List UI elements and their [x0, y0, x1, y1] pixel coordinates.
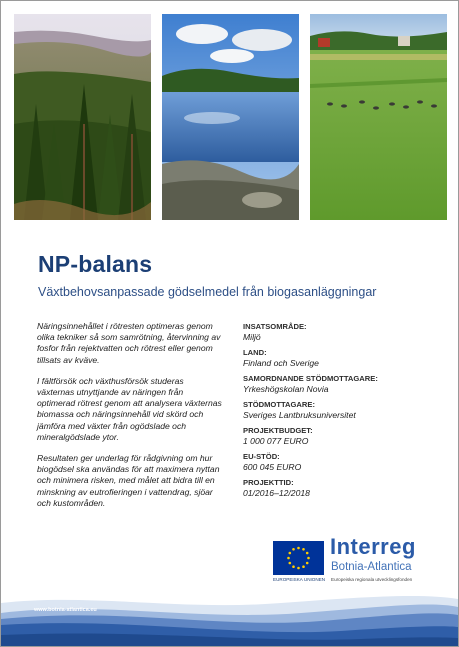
info-value: 01/2016–12/2018: [243, 488, 310, 498]
info-item-lead-partner: [243, 373, 443, 395]
field-photo: [310, 14, 447, 220]
info-label: EU-STÖD:: [243, 452, 280, 461]
description-paragraph: Resultaten ger underlag för rådgivning om hur biogödsel ska användas för att maximera nyttan och minimera risken, med målet att bidra till en minskning av eutrofieringen i vattendrag, sjöar och kustområden.: [37, 453, 220, 508]
eu-caption: EUROPEISKA UNIONEN: [273, 577, 326, 582]
info-label: INSATSOMRÅDE:: [243, 322, 307, 331]
info-label: PROJEKTTID:: [243, 478, 294, 487]
fund-caption: Europeiska regionala utvecklingsfonden: [331, 577, 413, 582]
forest-photo: [14, 14, 151, 220]
info-label: SAMORDNANDE STÖDMOTTAGARE:: [243, 374, 378, 383]
eu-flag-icon: [273, 541, 324, 575]
brand-sub: Botnia-Atlantica: [331, 561, 412, 573]
info-item-project-period: [243, 477, 443, 499]
info-value: Yrkeshögskolan Novia: [243, 384, 329, 394]
project-info-column: [243, 321, 443, 503]
info-value: Sveriges Lantbruksuniversitet: [243, 410, 356, 420]
lake-photo: [162, 14, 299, 220]
page-subtitle: Växtbehovsanpassade gödselmedel från biogasanläggningar: [38, 285, 377, 299]
brand-main: Interreg: [330, 534, 416, 559]
info-value: 600 045 EURO: [243, 462, 302, 472]
website-link[interactable]: www.botnia-atlantica.eu: [34, 607, 97, 613]
info-label: PROJEKTBUDGET:: [243, 426, 313, 435]
info-value: 1 000 077 EURO: [243, 436, 309, 446]
footer-waves: [1, 591, 458, 646]
description-column: [37, 321, 223, 519]
info-value: Finland och Sverige: [243, 358, 319, 368]
info-label: STÖDMOTTAGARE:: [243, 400, 315, 409]
description-paragraph: Näringsinnehållet i rötresten optimeras genom olika tekniker så som samrötning, återvinning av fosfor från rejektvatten och rötrest eller genom tillsats av kväve.: [37, 321, 221, 365]
info-item-partner: [243, 399, 443, 421]
info-item-area: [243, 321, 443, 343]
description-paragraph: I fältförsök och växthusförsök studeras växternas utnyttjande av näringen från optimerad rötrest genom att analysera växternas biomassa och näringsinnehåll vid skörd och jämföra med växter från ogödslade och mineralgödslade ytor.: [37, 375, 222, 442]
info-item-budget: [243, 425, 443, 447]
info-value: Miljö: [243, 332, 261, 342]
interreg-logo: [273, 534, 441, 584]
info-item-country: [243, 347, 443, 369]
page-title: NP-balans: [38, 251, 153, 277]
info-item-eu-support: [243, 451, 443, 473]
info-label: LAND:: [243, 348, 267, 357]
